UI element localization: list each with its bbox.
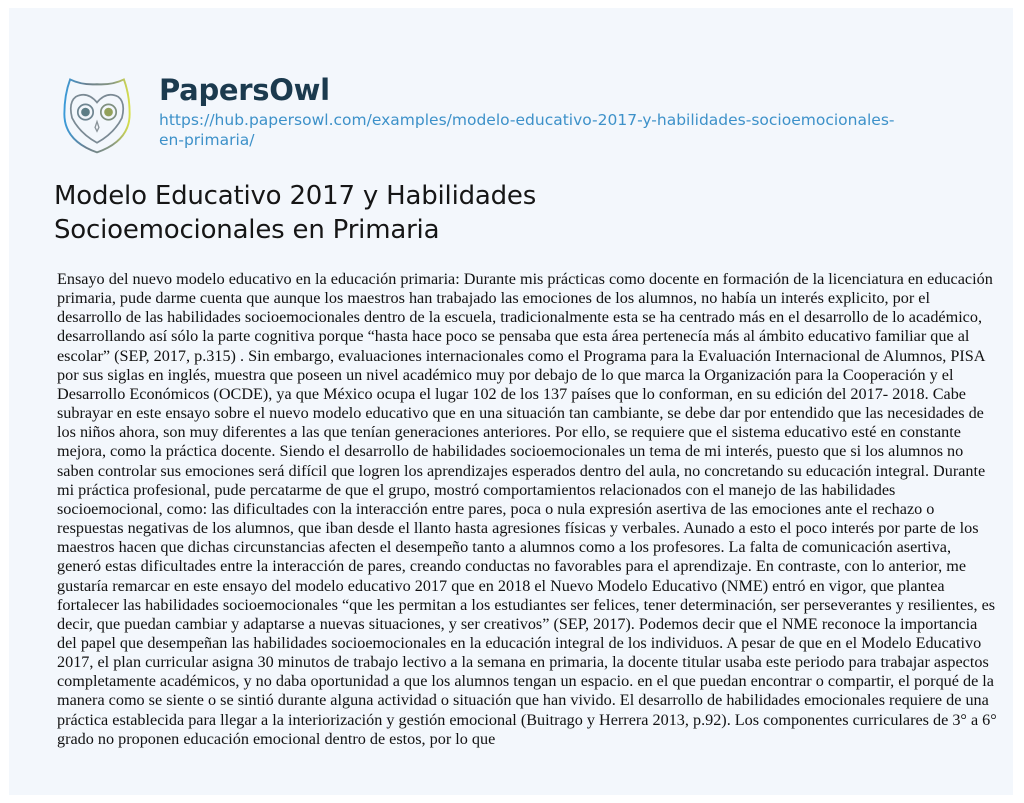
- essay-line: Ensayo del nuevo modelo educativo en la educación primaria: Durante mis prácticas como docente en formación de la licenciatura en educación: [57, 270, 993, 288]
- essay-line: práctica establecida para llegar a la interiorización y gestión emocional (Buitrago y Herrera 2013, p.92). Los componentes curriculares de 3° a 6°: [57, 710, 997, 729]
- brand-name: PapersOwl: [159, 73, 330, 107]
- essay-line: grado no proponen educación emocional dentro de estos, por lo que: [57, 729, 496, 748]
- essay-line: generó estas dificultades entre la interacción de pares, creando conductas no favorables para el aprendizaje. En contraste, con lo anterior, me: [57, 557, 967, 576]
- source-url-line-2: en-primaria/: [159, 131, 255, 149]
- essay-line: respuestas negativas de los alumnos, que iban desde el llanto hasta agresiones físicas y verbales. Aunado a esto el poco interés por parte de los: [57, 519, 979, 538]
- essay-line: Desarrollo Económicos (OCDE), ya que México ocupa el lugar 102 de los 137 países que lo conforman, en su edición del 2017- 2018. Cabe: [57, 384, 966, 403]
- source-url-link[interactable]: [159, 110, 979, 150]
- owl-logo-icon: [49, 66, 145, 162]
- essay-line: mi práctica profesional, pude percatarme de que el grupo, mostró comportamientos relacionados con el manejo de las habilidades: [57, 480, 896, 499]
- essay-line: decir, que puedan cambiar y adaptarse a nuevas situaciones, y ser creativos” (SEP, 2017). Podemos decir que el NME reconoce la importancia: [57, 614, 978, 633]
- page-title: [54, 179, 654, 247]
- brand-header: [49, 66, 979, 166]
- essay-line: subrayar en este ensayo sobre el nuevo modelo educativo que en una situación tan cambiante, se debe dar por entendido que las necesidades de: [57, 404, 984, 423]
- page-title-line-2: Socioemocionales en Primaria: [54, 215, 440, 245]
- essay-line: gustaría remarcar en este ensayo del modelo educativo 2017 que en 2018 el Nuevo Modelo Educativo (NME) entró en vigor, que plantea: [57, 576, 945, 595]
- essay-line: desarrollando así sólo la parte cognitiva porque “hasta hace poco se pensaba que esta área pertenecía más al ámbito educativo familiar que al: [57, 327, 970, 346]
- essay-body: [57, 270, 1009, 749]
- essay-line: por sus siglas en inglés, muestra que poseen un nivel académico muy por debajo de lo que marca la Organización para la Cooperación y el: [57, 365, 954, 384]
- essay-line: del papel que desempeñan las habilidades socioemocionales en la educación integral de los individuos. A pesar de que en el Modelo Educativo: [57, 633, 982, 652]
- document-card: [9, 8, 1013, 795]
- essay-line: mejora, como la práctica docente. Siendo el desarrollo de habilidades socioemocionales un tema de mi interés, puesto que si los alumnos no: [57, 442, 964, 461]
- essay-line: primaria, pude darme cuenta que aunque los maestros han trabajado las emociones de los alumnos, no había un interés explicito, por el: [57, 289, 930, 308]
- essay-line: socioemocional, como: las dificultades con la interacción entre pares, poca o nula expresión asertiva de las emociones ante el rechazo o: [57, 499, 935, 518]
- essay-line: desarrollo de las habilidades socioemocionales dentro de la escuela, tradicionalmente esta se ha centrado más en el desarrollo de lo académico,: [57, 308, 983, 327]
- essay-line: saben controlar sus emociones será difícil que logren los aprendizajes esperados dentro del aula, no concretando su educación integral. Durante: [57, 461, 986, 480]
- essay-line: manera como se siente o se sintió durante alguna actividad o situación que han vivido. El desarrollo de habilidades emocionales requiere de una: [57, 691, 989, 710]
- essay-line: 2017, el plan curricular asigna 30 minutos de trabajo lectivo a la semana en primaria, la docente titular usaba este periodo para trabajar aspectos: [57, 653, 989, 672]
- essay-line: fortalecer las habilidades socioemocionales “que les permitan a los estudiantes ser felices, tener determinación, ser perseverantes y resilientes, es: [57, 595, 996, 614]
- brand-text-block: [159, 66, 979, 150]
- essay-line: maestros hacen que dichas circunstancias afecten el desempeño tanto a alumnos como a los profesores. La falta de comunicación asertiva,: [57, 538, 952, 557]
- essay-line: los niños ahora, son muy diferentes a las que tenían generaciones anteriores. Por ello, se requiere que el sistema educativo esté en constante: [57, 423, 961, 442]
- source-url-line-1: https://hub.papersowl.com/examples/modelo-educativo-2017-y-habilidades-socioemocionales-: [159, 111, 895, 129]
- essay-line: completamente académicos, y no daba oportunidad a que los alumnos tengan un espacio. en el que puedan encontrar o compartir, el porqué de la: [57, 672, 994, 691]
- page-title-line-1: Modelo Educativo 2017 y Habilidades: [54, 181, 537, 211]
- essay-line: escolar” (SEP, 2017, p.315) . Sin embargo, evaluaciones internacionales como el Programa para la Evaluación Internacional de Alumnos, PISA: [57, 346, 986, 365]
